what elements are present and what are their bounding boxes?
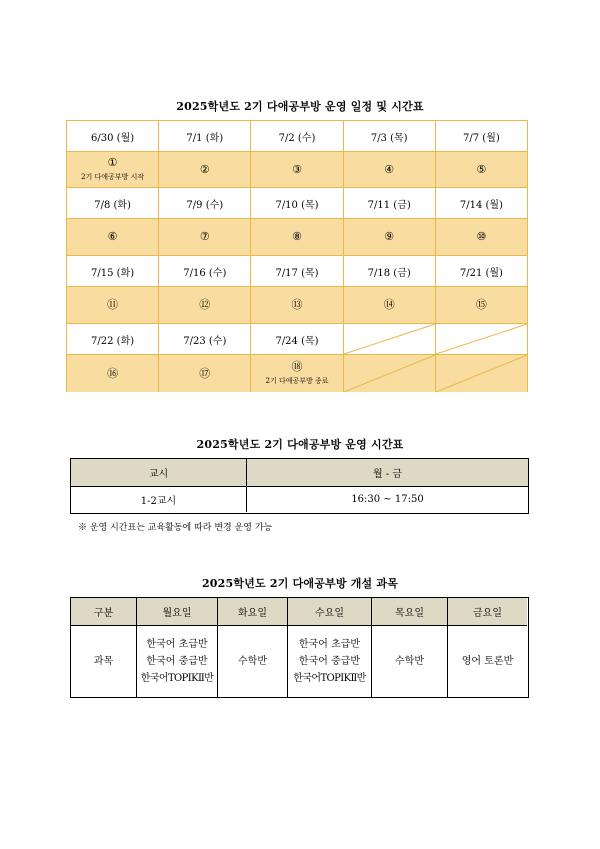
schedule-session-cell bbox=[67, 152, 159, 188]
session-number: ⑬ bbox=[291, 298, 303, 311]
session-number: ⑧ bbox=[292, 230, 302, 243]
courses-cell bbox=[137, 626, 217, 697]
hours-header-period: 교시 bbox=[71, 459, 247, 487]
schedule-date-row bbox=[67, 188, 527, 219]
schedule-date-cell: 7/7 (월) bbox=[436, 121, 527, 152]
session-number: ⑫ bbox=[199, 298, 211, 311]
schedule-date-cell: 6/30 (월) bbox=[67, 121, 159, 152]
course-item: 한국어 중급반 bbox=[298, 656, 361, 667]
schedule-session-cell bbox=[251, 355, 343, 392]
schedule-session-cell bbox=[159, 355, 251, 392]
schedule-session-cell bbox=[344, 219, 436, 256]
course-item: 한국어TOPIKⅡ반 bbox=[293, 673, 366, 684]
hours-time-cell: 16:30 ~ 17:50 bbox=[351, 494, 424, 505]
schedule-date-cell: 7/11 (금) bbox=[344, 188, 436, 219]
session-number: ② bbox=[199, 162, 210, 176]
schedule-session-cell bbox=[159, 287, 251, 324]
schedule-date-cell: 7/10 (목) bbox=[251, 188, 343, 219]
schedule-date-row bbox=[67, 324, 527, 355]
schedule-date-cell: 7/3 (목) bbox=[344, 121, 436, 152]
schedule-date-cell: 7/17 (목) bbox=[251, 256, 343, 287]
hours-table bbox=[70, 458, 529, 514]
schedule-session-cell bbox=[251, 152, 343, 188]
schedule-session-row bbox=[67, 219, 527, 256]
session-number: ⑦ bbox=[199, 230, 210, 243]
session-number: ⑰ bbox=[199, 366, 211, 380]
courses-header: 수요일 bbox=[288, 598, 371, 626]
session-number: ⑤ bbox=[476, 162, 487, 176]
courses-cell bbox=[218, 626, 287, 697]
courses-header: 구분 bbox=[71, 598, 136, 626]
hours-data-row bbox=[71, 487, 528, 512]
schedule-date-cell: 7/21 (월) bbox=[436, 256, 527, 287]
session-note: 2기 다애공부방 종료 bbox=[265, 377, 329, 385]
hours-header-row bbox=[71, 459, 528, 487]
course-item: 한국어 중급반 bbox=[146, 656, 208, 667]
session-number: ③ bbox=[292, 162, 302, 176]
schedule-session-row bbox=[67, 287, 527, 324]
diagonal-line bbox=[344, 324, 435, 354]
session-number: ⑪ bbox=[107, 298, 119, 311]
schedule-session-cell bbox=[436, 219, 527, 256]
diagonal-line bbox=[436, 324, 527, 354]
schedule-session-cell bbox=[67, 355, 159, 392]
schedule-date-row bbox=[67, 121, 527, 152]
courses-cell bbox=[448, 626, 527, 697]
schedule-date-cell: 7/8 (화) bbox=[67, 188, 159, 219]
schedule-empty-cell bbox=[436, 324, 527, 355]
schedule-session-row bbox=[67, 152, 527, 188]
course-item: 한국어 초급반 bbox=[298, 639, 361, 650]
courses-header: 화요일 bbox=[218, 598, 287, 626]
session-note: 2기 다애공부방 시작 bbox=[81, 173, 145, 181]
courses-header: 목요일 bbox=[372, 598, 447, 626]
schedule-session-cell bbox=[159, 152, 251, 188]
courses-col-friday bbox=[448, 598, 527, 697]
diagonal-line bbox=[436, 355, 527, 392]
schedule-date-cell: 7/16 (수) bbox=[159, 256, 251, 287]
schedule-date-cell: 7/18 (금) bbox=[344, 256, 436, 287]
schedule-empty-cell bbox=[344, 355, 436, 392]
hours-title: 2025학년도 2기 다애공부방 운영 시간표 bbox=[196, 438, 404, 451]
hours-note: ※ 운영 시간표는 교육활동에 따라 변경 운영 가능 bbox=[78, 523, 273, 533]
schedule-date-cell: 7/1 (화) bbox=[159, 121, 251, 152]
schedule-date-cell: 7/14 (월) bbox=[436, 188, 527, 219]
schedule-empty-cell bbox=[344, 324, 436, 355]
schedule-date-row bbox=[67, 256, 527, 287]
schedule-session-cell bbox=[251, 219, 343, 256]
courses-col-monday bbox=[137, 598, 218, 697]
courses-col-wednesday bbox=[288, 598, 372, 697]
schedule-table bbox=[66, 120, 528, 392]
schedule-date-cell: 7/22 (화) bbox=[67, 324, 159, 355]
session-number: ⑥ bbox=[107, 230, 118, 243]
course-item: 수학반 bbox=[395, 656, 424, 667]
schedule-session-cell bbox=[251, 287, 343, 324]
courses-title: 2025학년도 2기 다애공부방 개설 과목 bbox=[201, 577, 399, 590]
session-number: ⑯ bbox=[107, 366, 119, 380]
course-item: 한국어TOPIKⅡ반 bbox=[140, 673, 214, 684]
session-number: ⑱ bbox=[291, 360, 303, 373]
schedule-session-cell bbox=[67, 287, 159, 324]
courses-col-tuesday bbox=[218, 598, 288, 697]
hours-header-days: 월 - 금 bbox=[247, 459, 528, 487]
course-item: 영어 토론반 bbox=[461, 656, 514, 667]
courses-col-thursday bbox=[372, 598, 448, 697]
session-number: ① bbox=[107, 156, 118, 169]
schedule-session-cell bbox=[344, 287, 436, 324]
courses-header: 월요일 bbox=[137, 598, 217, 626]
course-item: 수학반 bbox=[238, 656, 267, 667]
courses-table bbox=[70, 597, 529, 698]
session-number: ⑮ bbox=[475, 298, 487, 311]
course-item: 한국어 초급반 bbox=[146, 639, 208, 650]
session-number: ④ bbox=[384, 162, 395, 176]
courses-cell bbox=[288, 626, 371, 697]
schedule-session-cell bbox=[67, 219, 159, 256]
session-number: ⑭ bbox=[383, 298, 395, 311]
session-number: ⑩ bbox=[476, 230, 487, 243]
schedule-title: 2025학년도 2기 다애공부방 운영 일정 및 시간표 bbox=[176, 100, 424, 113]
schedule-date-cell: 7/9 (수) bbox=[159, 188, 251, 219]
session-number: ⑨ bbox=[384, 230, 395, 243]
schedule-session-cell bbox=[436, 287, 527, 324]
schedule-date-cell: 7/24 (목) bbox=[251, 324, 343, 355]
schedule-session-row bbox=[67, 355, 527, 392]
hours-period-cell: 1-2교시 bbox=[71, 487, 247, 512]
schedule-session-cell bbox=[436, 152, 527, 188]
schedule-date-cell: 7/2 (수) bbox=[251, 121, 343, 152]
courses-cell bbox=[372, 626, 447, 697]
courses-col-category bbox=[71, 598, 137, 697]
schedule-session-cell bbox=[344, 152, 436, 188]
schedule-date-cell: 7/15 (화) bbox=[67, 256, 159, 287]
schedule-session-cell bbox=[159, 219, 251, 256]
diagonal-line bbox=[344, 355, 435, 392]
schedule-date-cell: 7/23 (수) bbox=[159, 324, 251, 355]
schedule-empty-cell bbox=[436, 355, 527, 392]
courses-row-label: 과목 bbox=[93, 656, 114, 667]
courses-header: 금요일 bbox=[448, 598, 527, 626]
